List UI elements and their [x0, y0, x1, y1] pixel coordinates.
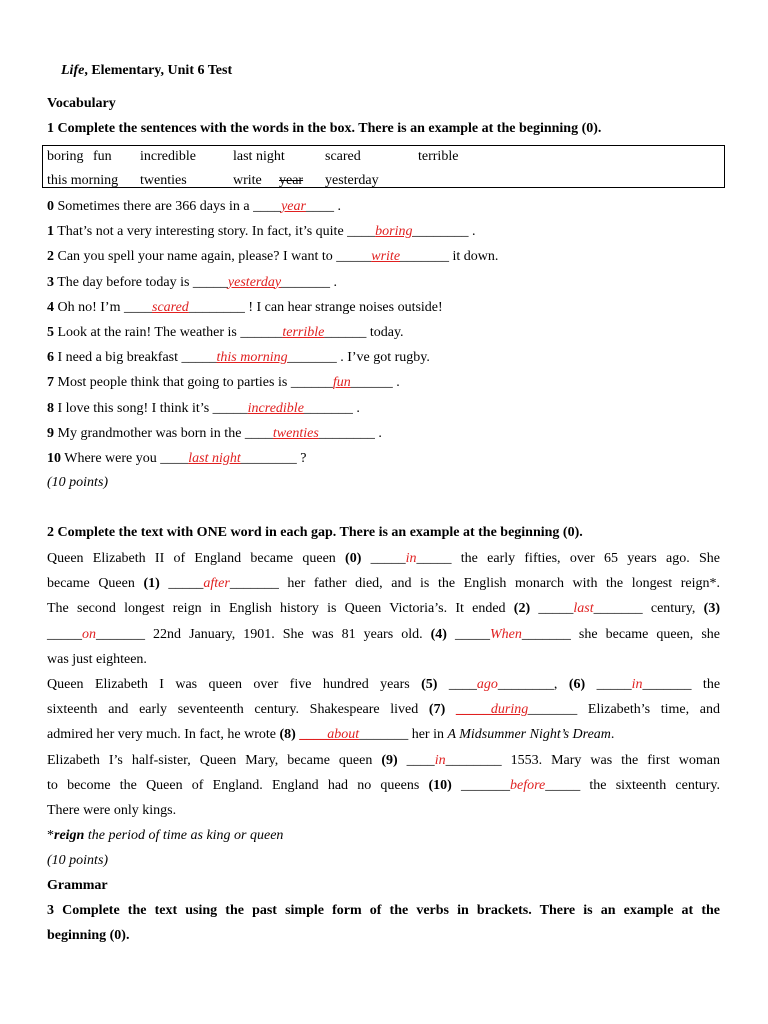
- answer-text: write: [371, 249, 401, 265]
- gap-line: ____: [305, 199, 334, 214]
- word-box-word: yesterday: [325, 173, 379, 188]
- exercise-1-item: [47, 349, 430, 367]
- paragraph-text: _____ the sixteenth century.: [545, 777, 721, 793]
- item-number: 10: [47, 451, 61, 466]
- vocabulary-heading: Vocabulary: [47, 96, 116, 111]
- paragraph-text: _____: [159, 576, 204, 592]
- answer-text: before: [509, 777, 546, 793]
- paragraph-text: Elizabeth I’s half-sister, Queen Mary, became queen: [47, 752, 382, 768]
- paragraph-text: _____: [361, 551, 406, 566]
- paragraph-text: ____: [437, 677, 477, 692]
- answer-text: scared: [152, 299, 189, 315]
- exercise-1-item: [47, 324, 404, 342]
- gap-line: ____: [160, 451, 189, 466]
- exercise-2-points: (10 points): [47, 853, 109, 868]
- paragraph-text: ________ 1553. Mary was the first woman: [445, 752, 720, 768]
- gap-line: _______: [287, 350, 337, 366]
- answer-text: twenties: [272, 425, 319, 441]
- answer-text: in: [434, 752, 446, 768]
- item-text: ! I can hear strange noises outside!: [244, 299, 443, 315]
- item-text: Sometimes there are 366 days in a: [54, 199, 254, 214]
- title-book-name: Life: [61, 63, 85, 78]
- gap-line: _____: [181, 350, 217, 366]
- exercise-2-line: [47, 651, 147, 669]
- answer-text: fun: [332, 375, 351, 391]
- item-text: .: [374, 425, 382, 441]
- exercise-1-item: [47, 400, 360, 418]
- gap-line: ____: [253, 199, 282, 214]
- item-number: 1: [47, 224, 54, 240]
- paragraph-text: _____: [446, 626, 490, 642]
- paragraph-text: was just eighteen.: [47, 651, 147, 667]
- gap-line: _____: [336, 249, 372, 265]
- exercise-2-line: [47, 726, 614, 744]
- item-number: 9: [47, 425, 54, 441]
- paragraph-text: .: [610, 727, 615, 743]
- gap-number: (2): [513, 601, 531, 617]
- paragraph-text: _____: [585, 677, 632, 692]
- paragraph-text: sixteenth and early seventeenth century. Shakespeare lived: [47, 702, 429, 718]
- exercise-1-item: [47, 248, 498, 266]
- answer-text: in: [631, 677, 643, 692]
- answer-text: last night: [188, 451, 241, 466]
- paragraph-text: _______ her in: [359, 727, 448, 743]
- title-reference: A Midsummer Night’s Dream: [447, 727, 611, 743]
- gap-line: _____: [192, 274, 228, 290]
- item-text: The day before today is: [54, 274, 193, 290]
- word-box-word: boring: [47, 149, 84, 164]
- item-text: today.: [366, 325, 404, 340]
- paragraph-text: _______ her father died, and is the English monarch with the longest reign*.: [229, 576, 720, 592]
- gap-line: ________: [318, 425, 375, 441]
- answer-text: yesterday: [227, 274, 282, 290]
- paragraph-text: [445, 702, 456, 717]
- gap-number: (6): [568, 677, 586, 692]
- answer-text: ago: [476, 677, 498, 692]
- paragraph-text: _____: [47, 626, 82, 642]
- item-text: Look at the rain! The weather is: [54, 325, 241, 340]
- footnote: [47, 827, 283, 845]
- word-box-word: twenties: [140, 173, 187, 188]
- gap-line: ______: [290, 375, 333, 391]
- gap-line: ________: [240, 451, 297, 466]
- footnote-word: reign: [54, 828, 85, 843]
- exercise-1-item: [47, 299, 443, 317]
- exercise-1-item: [47, 274, 337, 292]
- word-box: [42, 145, 725, 188]
- gap-line: _____: [212, 400, 248, 416]
- exercise-1-item: [47, 374, 400, 392]
- exercise-1-points: (10 points): [47, 475, 109, 490]
- item-text: Where were you: [61, 451, 161, 466]
- gap-number: (5): [421, 677, 438, 692]
- answer-text: after: [203, 576, 230, 592]
- gap-number: (3): [703, 601, 720, 617]
- word-box-word: last night: [233, 149, 285, 164]
- gap-line: ______: [240, 325, 283, 340]
- exercise-2-line: [47, 575, 720, 593]
- item-number: 2: [47, 249, 54, 265]
- footnote-star: *: [47, 828, 54, 843]
- exercise-3-instruction-line-1: 3 Complete the text using the past simple form of the verbs in brackets. There is an example at the: [47, 903, 720, 918]
- gap-number: (10): [428, 777, 452, 793]
- exercise-2-line: [47, 676, 720, 694]
- item-text: ?: [296, 451, 307, 466]
- answer-text: ____about: [299, 727, 360, 743]
- item-text: .: [330, 274, 338, 290]
- answer-text: this morning: [216, 350, 288, 366]
- grammar-heading: Grammar: [47, 878, 108, 893]
- item-text: .: [392, 375, 400, 391]
- item-number: 3: [47, 274, 54, 290]
- word-box-word: write: [233, 173, 262, 188]
- paragraph-text: _______ century,: [593, 601, 704, 617]
- answer-text: boring: [375, 224, 413, 240]
- word-box-word: fun: [93, 149, 112, 164]
- item-number: 4: [47, 299, 54, 315]
- gap-line: ____: [124, 299, 152, 315]
- item-number: 5: [47, 325, 54, 340]
- exercise-1-item: [47, 425, 382, 443]
- paragraph-text: There were only kings.: [47, 803, 177, 818]
- exercise-1-item: [47, 198, 341, 216]
- exercise-1-item: [47, 223, 476, 241]
- paragraph-text: ________,: [497, 677, 569, 692]
- word-box-word: incredible: [140, 149, 196, 164]
- paragraph-text: Queen Elizabeth II of England became queen: [47, 551, 346, 566]
- gap-number: (4): [430, 626, 447, 642]
- paragraph-text: _______ the: [642, 677, 721, 692]
- paragraph-text: Queen Elizabeth I was queen over five hundred years: [47, 677, 422, 692]
- exercise-2-instruction: 2 Complete the text with ONE word in each gap. There is an example at the beginning (0).: [47, 525, 583, 540]
- paragraph-text: _______ 22nd January, 1901. She was 81 years old.: [96, 626, 431, 642]
- item-text: Most people think that going to parties is: [54, 375, 291, 391]
- paragraph-text: _____ the early fifties, over 65 years ago. She: [416, 551, 720, 566]
- exercise-2-line: [47, 777, 720, 795]
- exercise-2-line: [47, 626, 720, 644]
- answer-text: incredible: [247, 400, 304, 416]
- item-text: it down.: [449, 249, 499, 265]
- gap-line: ______: [350, 375, 393, 391]
- word-box-word: scared: [325, 149, 361, 164]
- answer-text: When: [489, 626, 522, 642]
- item-number: 0: [47, 199, 54, 214]
- item-text: . I’ve got rugby.: [336, 350, 430, 366]
- gap-number: (8): [279, 727, 296, 743]
- exercise-3-instruction-line-2: beginning (0).: [47, 928, 130, 943]
- gap-number: (0): [345, 551, 362, 566]
- paragraph-text: ____: [397, 752, 435, 768]
- answer-text: _____during: [455, 702, 529, 718]
- paragraph-text: admired her very much. In fact, he wrote: [47, 727, 280, 743]
- exercise-2-line: [47, 550, 720, 568]
- footnote-definition: the period of time as king or queen: [84, 828, 284, 843]
- item-text: I need a big breakfast: [54, 350, 182, 366]
- exercise-2-line: [47, 802, 176, 820]
- exercise-2-line: [47, 701, 720, 719]
- item-text: .: [333, 199, 341, 214]
- item-text: Oh no! I’m: [54, 299, 124, 315]
- item-text: .: [468, 224, 476, 240]
- document-title: [47, 44, 232, 98]
- gap-line: ________: [188, 299, 245, 315]
- answer-text: in: [405, 551, 417, 566]
- answer-text: terrible: [282, 325, 325, 340]
- gap-line: ________: [412, 224, 469, 240]
- exercise-2-line: [47, 600, 720, 618]
- paragraph-text: _______: [451, 777, 510, 793]
- item-text: My grandmother was born in the: [54, 425, 245, 441]
- answer-text: on: [82, 626, 96, 642]
- paragraph-text: _______ she became queen, she: [521, 626, 720, 642]
- item-text: I love this song! I think it’s: [54, 400, 213, 416]
- word-box-word: terrible: [418, 149, 459, 164]
- exercise-2-line: [47, 752, 720, 770]
- item-text: That’s not a very interesting story. In fact, it’s quite: [54, 224, 348, 240]
- answer-text: year: [281, 199, 306, 214]
- exercise-1-instruction: 1 Complete the sentences with the words in the box. There is an example at the beginning (0).: [47, 121, 602, 136]
- gap-line: ____: [347, 224, 376, 240]
- exercise-1-item: [47, 450, 307, 468]
- gap-line: _______: [400, 249, 450, 265]
- title-rest: , Elementary, Unit 6 Test: [84, 63, 233, 78]
- paragraph-text: _____: [530, 601, 574, 617]
- paragraph-text: to become the Queen of England. England had no queens: [47, 777, 429, 793]
- paragraph-text: became Queen: [47, 576, 144, 592]
- paragraph-text: _______ Elizabeth’s time, and: [528, 702, 721, 718]
- item-number: 6: [47, 350, 54, 366]
- word-box-word-crossed: year: [279, 173, 304, 188]
- gap-line: ____: [244, 425, 273, 441]
- gap-line: _______: [303, 400, 353, 416]
- gap-line: ______: [324, 325, 367, 340]
- word-box-word: this morning: [47, 173, 119, 188]
- item-text: .: [352, 400, 360, 416]
- item-number: 7: [47, 375, 54, 391]
- answer-text: last: [573, 601, 594, 617]
- item-text: Can you spell your name again, please? I want to: [54, 249, 337, 265]
- gap-number: (1): [143, 576, 160, 592]
- item-number: 8: [47, 400, 54, 416]
- gap-line: _______: [281, 274, 331, 290]
- gap-number: (9): [381, 752, 398, 768]
- paragraph-text: The second longest reign in English history is Queen Victoria’s. It ended: [47, 601, 514, 617]
- gap-number: (7): [428, 702, 446, 718]
